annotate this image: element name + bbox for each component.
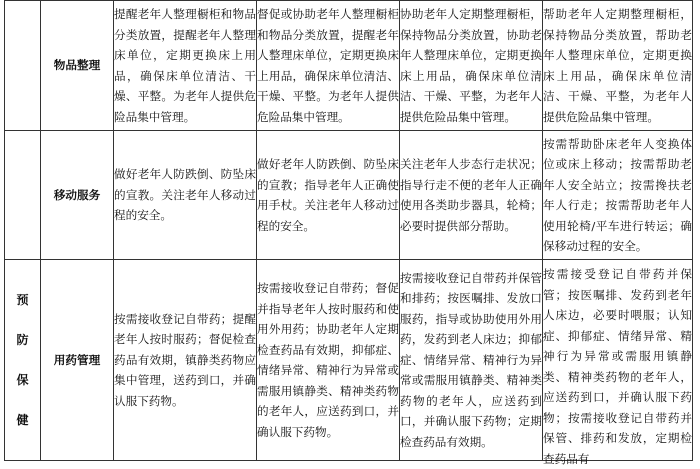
item-label: 移动服务	[41, 131, 114, 260]
level4-cell: 帮助老年人定期整理橱柜，保持物品分类放置，帮助老年人整理床单位，定期更换床上用品，确保床单位清洁、干燥、平整，为老年人提供危险品集中管理。	[543, 1, 693, 131]
level3-cell: 关注老年人步态行走状况；指导行走不便的老年人正确使用各类助步器具，轮椅；必要时提供部分帮助。	[400, 131, 543, 260]
category-cell-empty	[5, 1, 41, 131]
category-cell-empty	[5, 131, 41, 260]
level3-cell: 协助老年人定期整理橱柜，保持物品分类放置，协助老年人整理床单位，定期更换床上用品，确保床单位清洁、干燥、平整，为老年人提供危险品集中管理。	[400, 1, 543, 131]
table-row	[5, 1, 693, 131]
table-row	[5, 260, 693, 461]
level1-cell: 做好老年人防跌倒、防坠床的宣教。关注老年人移动过程的安全。	[114, 131, 257, 260]
level3-cell: 按需接收登记自带药并保管和排药；按医嘱排、发放口服药，指导或协助使用外用药，发药到老人床边；抑郁症、情绪异常、精神行为异常或需服用镇静类、精神类药物的老年人，应送药到口，并确认服下药物；定期检查药品有效期。	[400, 260, 543, 461]
level4-text: 按需接受登记自带药并保管；按医嘱排、发药到老年人床边，必要时喂服；认知症、抑郁症、情绪异常、精神行为异常或需服用镇静类、精神类药物的老年人，应送药到口，并确认服下药物；按需接收登记自带药并保管、排药和发放，定期检查药品有	[543, 267, 692, 466]
category-label: 预 防 保 健	[16, 293, 29, 427]
level1-cell: 提醒老年人整理橱柜和物品分类放置，提醒老年人整理床单位，定期更换床上用品，确保床单位清洁、干燥、平整。为老年人提供危险品集中管理。	[114, 1, 257, 131]
level4-cell: 按需帮助卧床老年人变换体位或床上移动；按需帮助老年人安全站立；按需搀扶老年人行走；按需帮助老年人使用轮椅/平车进行转运；确保移动过程的安全。	[543, 131, 693, 260]
care-services-table	[4, 0, 693, 466]
level1-cell: 按需接收登记自带药；提醒老年人按时服药；督促检查药品有效期，镇静类药物应集中管理，送药到口，并确认服下药物。	[114, 260, 257, 461]
level2-cell: 做好老年人防跌倒、防坠床的宣教；指导老年人正确使用手杖。关注老年人移动过程的安全。	[257, 131, 400, 260]
level2-cell: 按需接收登记自带药；督促并指导老年人按时服药和使用外用药；协助老年人定期检查药品有效期，抑郁症、情绪异常、精神行为异常或需服用镇静类、精神类药物的老年人，应送药到口，并确认服下药物。	[257, 260, 400, 461]
item-label: 用药管理	[41, 260, 114, 461]
level4-cell	[543, 260, 693, 466]
level2-cell: 督促或协助老年人整理橱柜和物品分类放置，提醒老年人整理床单位，定期更换床上用品，确保床单位清洁、干燥、平整。为老年人提供危险品集中管理。	[257, 1, 400, 131]
category-cell	[5, 260, 41, 461]
item-label: 物品整理	[41, 1, 114, 131]
table-row	[5, 131, 693, 260]
